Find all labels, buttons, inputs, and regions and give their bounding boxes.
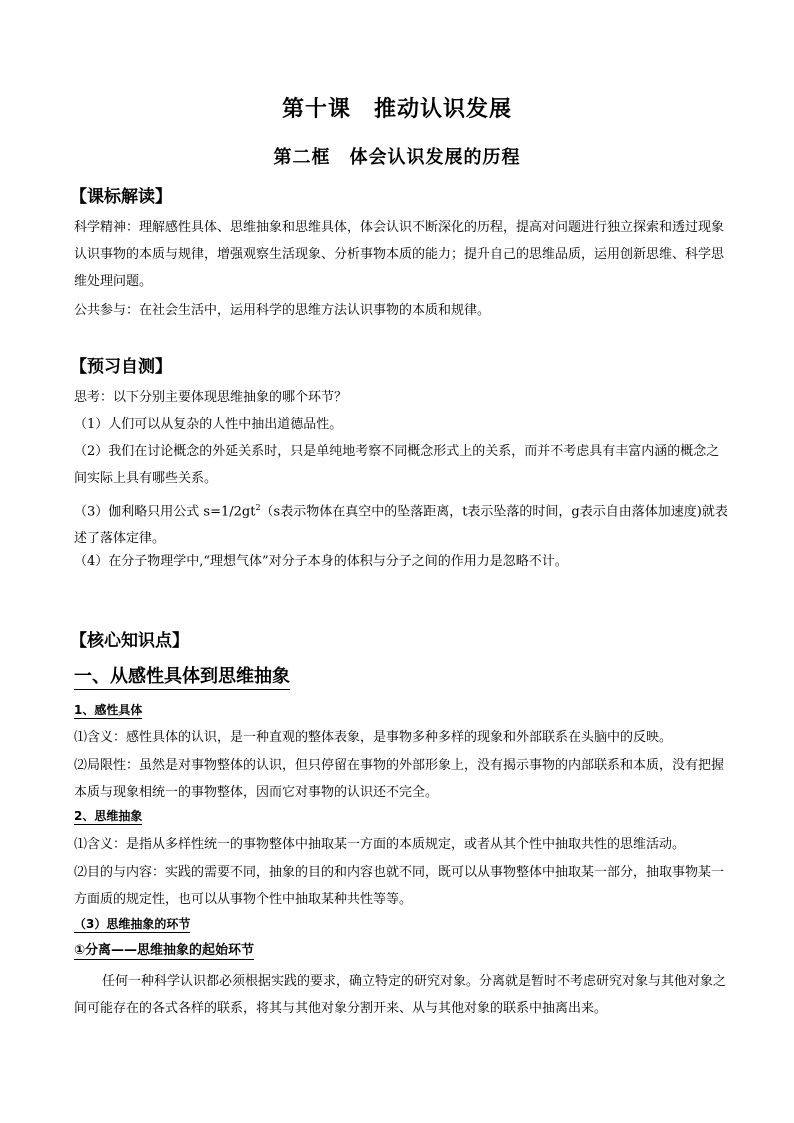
ganxing-limitation: ⑵局限性：虽然是对事物整体的认识，但只停留在事物的外部形象上，没有揭示事物的内部联系和本质，没有把握本质与现象相统一的事物整体，因而它对事物的认识还不完全。 bbox=[74, 758, 725, 800]
yuxi-question-2: （2）我们在讨论概念的外延关系时，只是单纯地考察不同概念形式上的关系，而并不考虑具有丰富内涵的概念之间实际上具有哪些关系。 bbox=[74, 444, 720, 486]
yuxi-question-4: （4）在分子物理学中,“理想气体”对分子本身的体积与分子之间的作用力是忽略不计。 bbox=[74, 554, 568, 569]
subheading-siwei: 2、思维抽象 bbox=[74, 809, 143, 823]
lesson-subtitle: 第二框 体会认识发展的历程 bbox=[273, 147, 521, 168]
yuxi-question-3 bbox=[74, 494, 730, 552]
lesson-title: 第十课 推动认识发展 bbox=[281, 97, 512, 122]
section-heading-hexin: 【核心知识点】 bbox=[70, 631, 189, 651]
part-heading-1: 一、从感性具体到思维抽象 bbox=[74, 662, 290, 690]
yuxi-question-3-part-b: （s表示物体在真空中的坠落距离，t表示坠落的时间，g表示自由落体加速度)就表述了落体定律。 bbox=[74, 504, 728, 547]
yuxi-question-3-part-a: （3）伽利略只用公式 s=1/2gt bbox=[74, 504, 256, 520]
subheading-fenli: ①分离——思维抽象的起始环节 bbox=[74, 943, 255, 958]
fenli-text: 任何一种科学认识都必须根据实践的要求，确立特定的研究对象。分离就是暂时不考虑研究对象与其他对象之间可能存在的各式各样的联系，将其与其他对象分割开来、从与其他对象的联系中抽离出来。 bbox=[74, 974, 727, 1016]
kebiao-paragraph-1: 科学精神：理解感性具体、思维抽象和思维具体，体会认识不断深化的历程，提高对问题进行独立探索和透过现象认识事物的本质与规律，增强观察生活现象、分析事物本质的能力；提升自己的思维品质，运用创新思维、科学思维处理问题。 bbox=[74, 220, 725, 289]
subheading-ganxing: 1、感性具体 bbox=[74, 703, 143, 717]
section-heading-yuxi: 【预习自测】 bbox=[70, 357, 172, 377]
yuxi-question-1: （1）人们可以从复杂的人性中抽出道德品性。 bbox=[74, 417, 343, 432]
yuxi-question-3-superscript: 2 bbox=[255, 503, 261, 512]
siwei-definition: ⑴含义：是指从多样性统一的事物整体中抽取某一方面的本质规定，或者从其个性中抽取共性的思维活动。 bbox=[74, 837, 686, 852]
ganxing-definition: ⑴含义：感性具体的认识，是一种直观的整体表象，是事物多种多样的现象和外部联系在头脑中的反映。 bbox=[74, 730, 673, 745]
yuxi-question-intro: 思考：以下分别主要体现思维抽象的哪个环节？ bbox=[74, 390, 348, 405]
subheading-huanjie: （3）思维抽象的环节 bbox=[74, 917, 191, 931]
kebiao-paragraph-2: 公共参与：在社会生活中，运用科学的思维方法认识事物的本质和规律。 bbox=[74, 303, 491, 318]
siwei-purpose: ⑵目的与内容：实践的需要不同，抽象的目的和内容也就不同，既可以从事物整体中抽取某一部分，抽取事物某一方面质的规定性，也可以从事物个性中抽取某种共性等等。 bbox=[74, 865, 725, 907]
section-heading-kebiao: 【课标解读】 bbox=[70, 187, 172, 207]
